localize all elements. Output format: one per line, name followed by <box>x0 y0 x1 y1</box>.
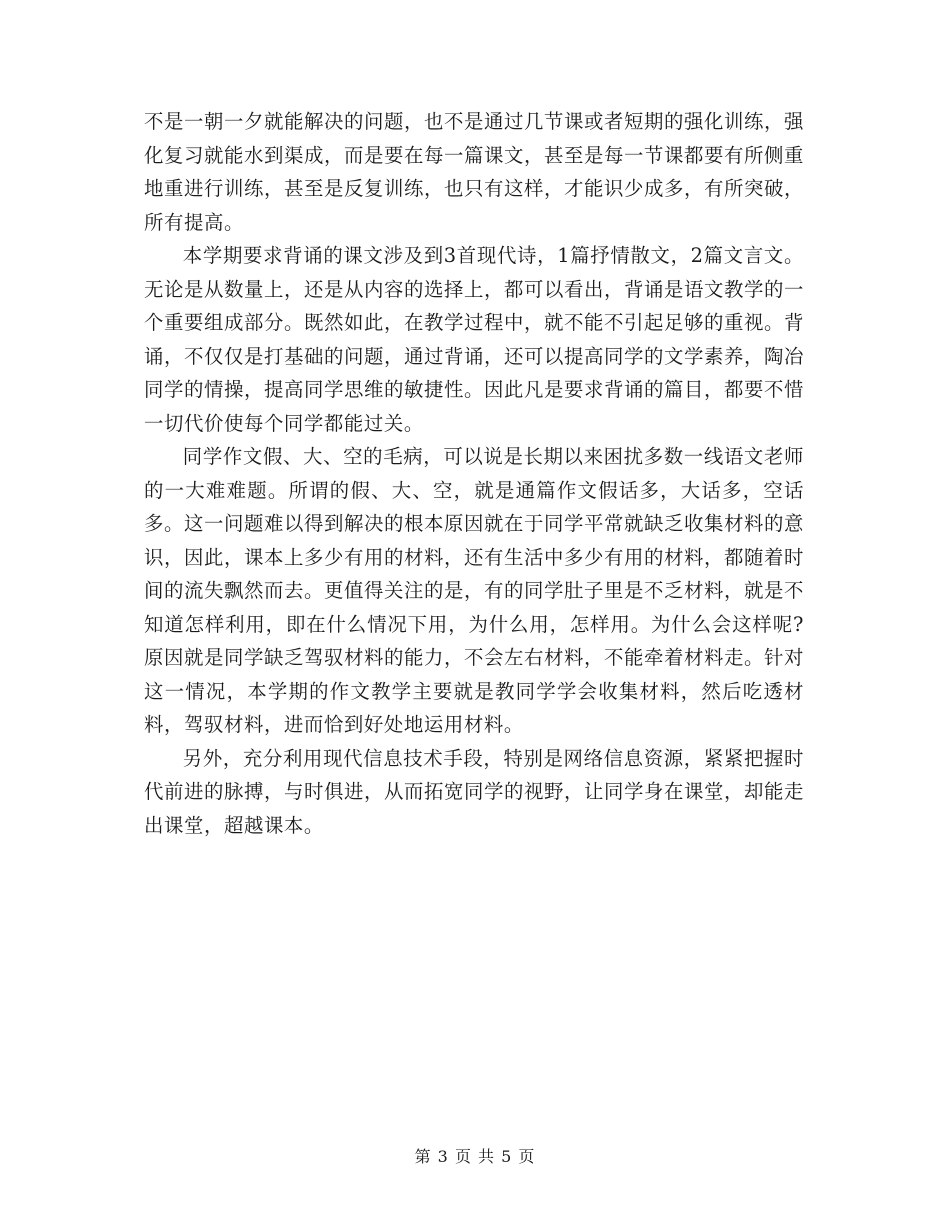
page-number-footer: 第 3 页 共 5 页 <box>414 1147 536 1166</box>
paragraph-composition: 同学作文假、大、空的毛病，可以说是长期以来困扰多数一线语文老师的一大难难题。所谓的假、大、空，就是通篇作文假话多，大话多，空话多。这一问题难以得到解决的根本原因就在于同学平常就缺乏收集材料的意识，因此，课本上多少有用的材料，还有生活中多少有用的材料，都随着时间的流失飘然而去。更值得关注的是，有的同学肚子里是不乏材料，就是不知道怎样利用，即在什么情况下用，为什么用，怎样用。为什么会这样呢?原因就是同学缺乏驾驭材料的能力，不会左右材料，不能牵着材料走。针对这一情况，本学期的作文教学主要就是教同学学会收集材料，然后吃透材料，驾驭材料，进而恰到好处地运用材料。 <box>144 445 804 736</box>
paragraph-recitation: 本学期要求背诵的课文涉及到3首现代诗，1篇抒情散文，2篇文言文。无论是从数量上，还是从内容的选择上，都可以看出，背诵是语文教学的一个重要组成部分。既然如此，在教学过程中，就不能不引起足够的重视。背诵，不仅仅是打基础的问题，通过背诵，还可以提高同学的文学素养，陶冶同学的情操，提高同学思维的敏捷性。因此凡是要求背诵的篇目，都要不惜一切代价使每个同学都能过关。 <box>144 244 804 435</box>
document-body <box>144 105 804 842</box>
paragraph-continuation: 不是一朝一夕就能解决的问题，也不是通过几节课或者短期的强化训练，强化复习就能水到渠成，而是要在每一篇课文，甚至是每一节课都要有所侧重地重进行训练，甚至是反复训练，也只有这样，才能识少成多，有所突破，所有提高。 <box>144 110 804 234</box>
paragraph-technology: 另外，充分利用现代信息技术手段，特别是网络信息资源，紧紧把握时代前进的脉搏，与时俱进，从而拓宽同学的视野，让同学身在课堂，却能走出课堂，超越课本。 <box>144 746 804 837</box>
